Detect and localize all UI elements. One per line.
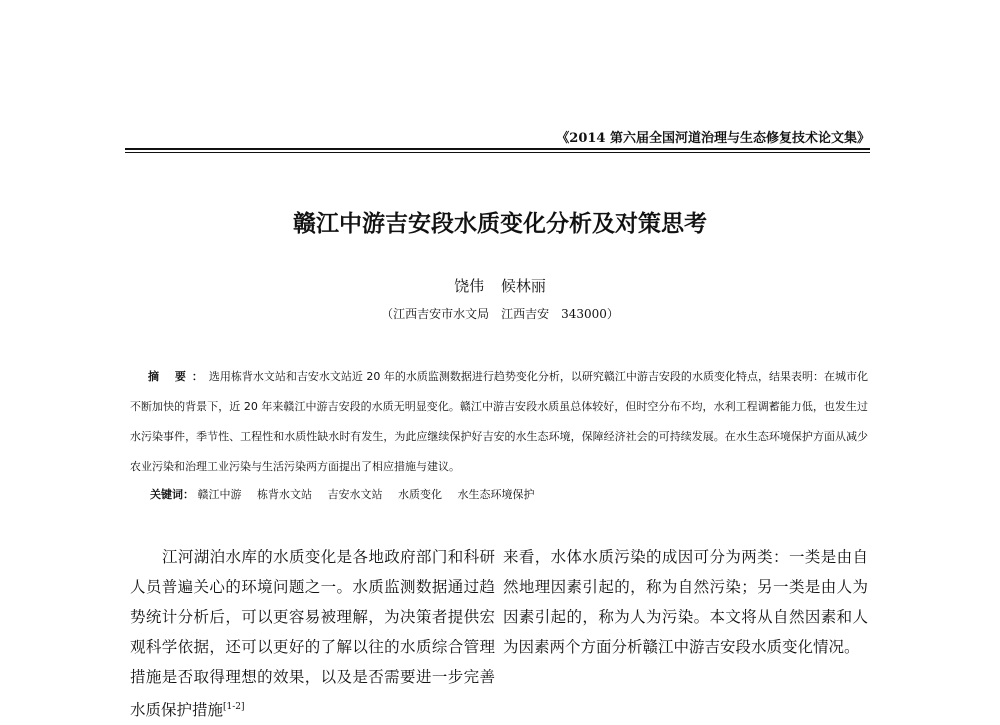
keyword: 水质变化 [398,488,442,501]
body-column-right [503,542,868,662]
journal-header: 《2014 第六届全国河道治理与生态修复技术论文集》 [556,131,870,146]
keywords-label: 关键词： [150,488,194,501]
abstract-text: 选用栋背水文站和吉安水文站近 20 年的水质监测数据进行趋势变化分析，以研究赣江中游吉安段的水质变化特点，结果表明：在城市化不断加快的背景下，近 20 年来赣江中游吉安段的水质无明显变化。赣江中游吉安段水质虽总体较好，但时空分布不均，水利工程调蓄能力低，也发生过水污染事件，季节性、工程性和水质性缺水时有发生，为此应继续保护好吉安的水生态环境，保障经济社会的可持续发展。在水生态环境保护方面从减少农业污染和治理工业污染与生活污染两方面提出了相应措施与建议。 [130,370,868,473]
paper-title: 赣江中游吉安段水质变化分析及对策思考 [293,211,707,237]
body-column-left [130,542,495,725]
author-2: 候林丽 [500,277,546,295]
body-right-text: 来看，水体水质污染的成因可分为两类：一类是由自然地理因素引起的，称为自然污染；另一类是由人为因素引起的，称为人为污染。本文将从自然因素和人为因素两个方面分析赣江中游吉安段水质变化情况。 [503,548,868,656]
abstract [130,362,868,482]
header-rule [125,148,870,150]
keyword: 水生态环境保护 [457,488,535,501]
keywords [150,486,850,502]
author-1: 饶伟 [454,277,485,295]
affiliation: （江西吉安市水文局 江西吉安 343000） [381,307,619,321]
authors [0,275,1000,296]
keyword: 赣江中游 [197,488,242,501]
abstract-label: 摘 要： [148,370,209,383]
header-rule-thin [125,152,870,153]
citation: [1-2] [223,702,245,712]
keyword: 栋背水文站 [257,488,312,501]
body-left-text: 江河湖泊水库的水质变化是各地政府部门和科研人员普遍关心的环境问题之一。水质监测数据通过趋势统计分析后，可以更容易被理解，为决策者提供宏观科学依据，还可以更好的了解以往的水质综合管理措施是否取得理想的效果，以及是否需要进一步完善水质保护措施 [130,548,495,720]
keyword: 吉安水文站 [327,488,383,501]
